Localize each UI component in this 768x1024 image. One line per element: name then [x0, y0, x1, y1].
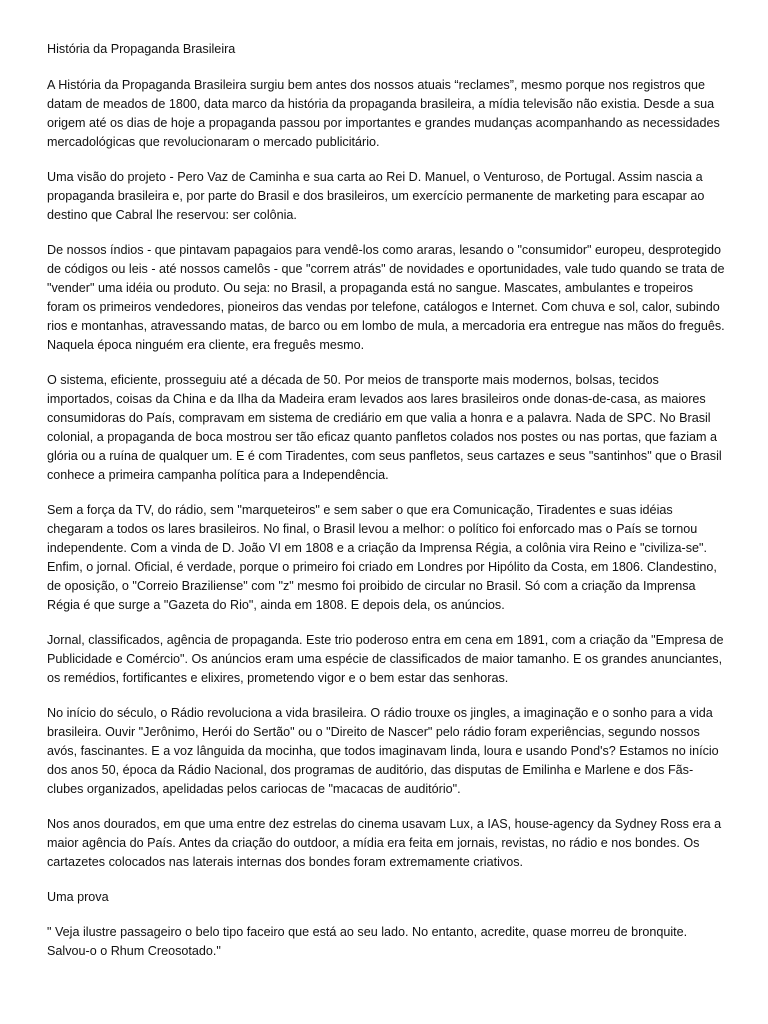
- paragraph-1: A História da Propaganda Brasileira surgiu bem antes dos nossos atuais “reclames”, mesmo porque nos registros que datam de meados de 1800, data marco da história da propaganda brasileira, a mídia televisão não existia. Desde a sua origem até os dias de hoje a propaganda passou por importantes e grandes mudanças acompanhando as necessidades mercadológicas que revolucionaram o mercado publicitário.: [47, 78, 720, 149]
- paragraph-2: Uma visão do projeto - Pero Vaz de Caminha e sua carta ao Rei D. Manuel, o Venturoso, de Portugal. Assim nascia a propaganda brasileira e, por parte do Brasil e dos brasileiros, um exercício permanente de marketing para escapar ao destino que Cabral lhe reservou: ser colônia.: [47, 170, 705, 222]
- paragraph-5: Sem a força da TV, do rádio, sem "marqueteiros" e sem saber o que era Comunicação, Tiradentes e suas idéias chegaram a todos os lares brasileiros. No final, o Brasil levou a melhor: o político foi enforcado mas o País se tornou independente. Com a vinda de D. João VI em 1808 e a criação da Imprensa Régia, a colônia vira Reino e "civiliza-se". Enfim, o jornal. Oficial, é verdade, porque o primeiro foi criado em Londres por Hipólito da Costa, em 1806. Clandestino, de oposição, o "Correio Braziliense" com "z" mesmo foi proibido de circular no Brasil. Só com a criação da Imprensa Régia é que surge a "Gazeta do Rio", ainda em 1808. E depois dela, os anúncios.: [47, 503, 717, 612]
- document-page: [47, 40, 727, 977]
- paragraph-6: Jornal, classificados, agência de propaganda. Este trio poderoso entra em cena em 1891, com a criação da "Empresa de Publicidade e Comércio". Os anúncios eram uma espécie de classificados de maior tamanho. E os grandes anunciantes, os remédios, fortificantes e elixires, prometendo vigor e o bem estar das senhoras.: [47, 633, 724, 685]
- paragraph-8: Nos anos dourados, em que uma entre dez estrelas do cinema usavam Lux, a IAS, house-agency da Sydney Ross era a maior agência do País. Antes da criação do outdoor, a mídia era feita em jornais, revistas, no rádio e nos bondes. Os cartazetes colocados nas laterais internas dos bondes foram extremamente criativos.: [47, 817, 722, 869]
- paragraph-9: Uma prova: [47, 890, 109, 904]
- document-title: História da Propaganda Brasileira: [47, 42, 236, 56]
- paragraph-4: O sistema, eficiente, prosseguiu até a década de 50. Por meios de transporte mais modernos, bolsas, tecidos importados, coisas da China e da Ilha da Madeira eram levados aos lares brasileiros onde donas-de-casa, as maiores consumidoras do País, compravam em sistema de crediário em que valia a honra e a palavra. Nada de SPC. No Brasil colonial, a propaganda de boca mostrou ser tão eficaz quanto panfletos colados nos postes ou nas portas, que faziam a glória ou a ruína de qualquer um. E é com Tiradentes, com seus panfletos, seus cartazes e seus "santinhos" que o Brasil conhece a primeira campanha política para a Independência.: [47, 373, 722, 482]
- paragraph-7: No início do século, o Rádio revoluciona a vida brasileira. O rádio trouxe os jingles, a imaginação e o sonho para a vida brasileira. Ouvir "Jerônimo, Herói do Sertão" ou o "Direito de Nascer" pelo rádio foram experiências, segundo nossos avós, fascinantes. E a voz lânguida da mocinha, que todos imaginavam linda, loura e usando Pond's? Estamos no início dos anos 50, época da Rádio Nacional, dos programas de auditório, das disputas de Emilinha e Marlene e dos Fãs-clubes organizados, apelidadas pelos cariocas de "macacas de auditório".: [47, 706, 719, 796]
- paragraph-10: " Veja ilustre passageiro o belo tipo faceiro que está ao seu lado. No entanto, acredite, quase morreu de bronquite. Salvou-o o Rhum Creosotado.": [47, 925, 688, 958]
- paragraph-3: De nossos índios - que pintavam papagaios para vendê-los como araras, lesando o "consumidor" europeu, desprotegido de códigos ou leis - até nossos camelôs - que "correm atrás" de novidades e oportunidades, vale tudo quando se trata de "vender" uma idéia ou produto. Ou seja: no Brasil, a propaganda está no sangue. Mascates, ambulantes e tropeiros foram os primeiros vendedores, pioneiros das vendas por telefone, catálogos e Internet. Com chuva e sol, calor, subindo rios e montanhas, atravessando matas, de barco ou em lombo de mula, a mercadoria era entregue nas mãos do freguês. Naquela época ninguém era cliente, era freguês mesmo.: [47, 243, 725, 352]
